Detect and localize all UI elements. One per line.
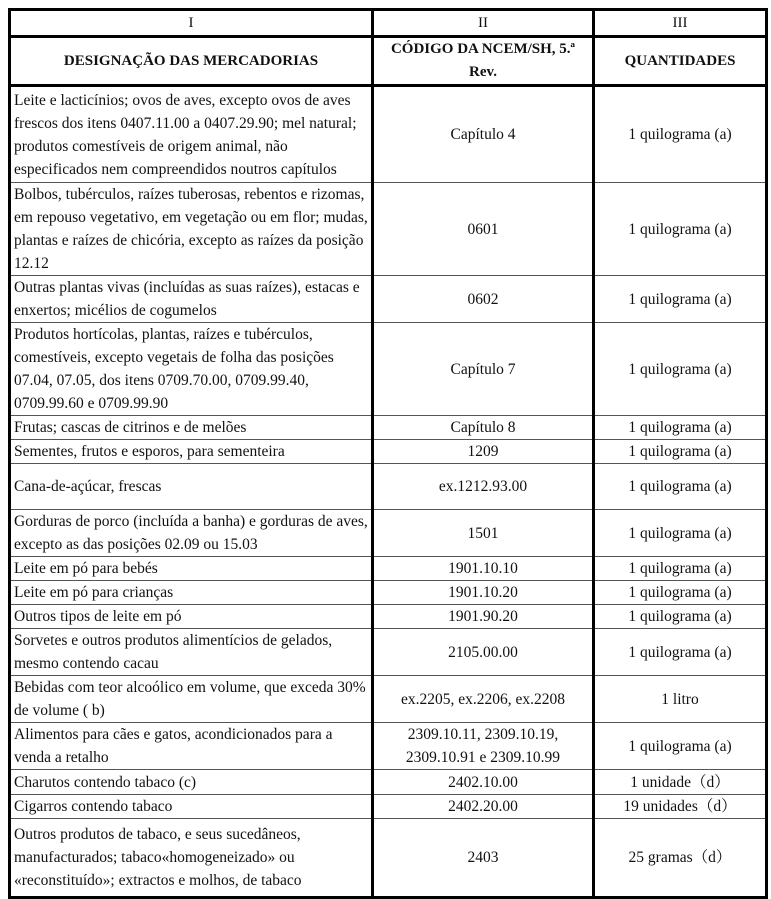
codigo-cell: 0601: [373, 183, 594, 276]
codigo-cell: Capítulo 8: [373, 416, 594, 440]
quantidade-cell: 1 quilograma (a): [594, 581, 767, 605]
designacao-cell: Outras plantas vivas (incluídas as suas raízes), estacas e enxertos; micélios de cogumelos: [10, 276, 373, 323]
table-row: [10, 795, 767, 819]
quantidade-cell: 1 quilograma (a): [594, 183, 767, 276]
designacao-cell: Gorduras de porco (incluída a banha) e gorduras de aves, excepto as das posições 02.09 ou 15.03: [10, 510, 373, 557]
quantidade-cell: 1 quilograma (a): [594, 629, 767, 676]
quantidade-cell: 25 gramas（d）: [594, 819, 767, 898]
codigo-cell: ex.2205, ex.2206, ex.2208: [373, 676, 594, 723]
table-row: [10, 629, 767, 676]
codigo-cell: 2403: [373, 819, 594, 898]
table-row: [10, 323, 767, 416]
codigo-cell: ex.1212.93.00: [373, 464, 594, 510]
table-row: [10, 819, 767, 898]
quantidade-cell: 1 quilograma (a): [594, 605, 767, 629]
column-number-ii: II: [373, 10, 594, 37]
designacao-cell: Frutas; cascas de citrinos e de melões: [10, 416, 373, 440]
codigo-cell: 1901.90.20: [373, 605, 594, 629]
codigo-cell: 2309.10.11, 2309.10.19, 2309.10.91 e 2309.10.99: [373, 723, 594, 770]
designacao-cell: Bolbos, tubérculos, raízes tuberosas, rebentos e rizomas, em repouso vegetativo, em vegetação ou em flor; mudas, plantas e raízes de chicória, excepto as raízes da posição 12.12: [10, 183, 373, 276]
quantidade-cell: 1 quilograma (a): [594, 464, 767, 510]
table-row: [10, 581, 767, 605]
codigo-cell: 2402.10.00: [373, 770, 594, 795]
table-row: [10, 510, 767, 557]
designacao-cell: Sementes, frutos e esporos, para sementeira: [10, 440, 373, 464]
quantidade-cell: 1 quilograma (a): [594, 557, 767, 581]
table-row: [10, 86, 767, 183]
designacao-cell: Sorvetes e outros produtos alimentícios de gelados, mesmo contendo cacau: [10, 629, 373, 676]
table-row: [10, 440, 767, 464]
designacao-cell: Leite em pó para bebés: [10, 557, 373, 581]
table-row: [10, 416, 767, 440]
quantidade-cell: 1 quilograma (a): [594, 416, 767, 440]
quantidade-cell: 1 quilograma (a): [594, 276, 767, 323]
quantidade-cell: 1 litro: [594, 676, 767, 723]
quantidade-cell: 1 quilograma (a): [594, 723, 767, 770]
codigo-cell: 2402.20.00: [373, 795, 594, 819]
designacao-cell: Bebidas com teor alcoólico em volume, que exceda 30% de volume ( b): [10, 676, 373, 723]
codigo-cell: 2105.00.00: [373, 629, 594, 676]
quantidade-cell: 1 quilograma (a): [594, 323, 767, 416]
codigo-cell: 1901.10.20: [373, 581, 594, 605]
designacao-cell: Cana-de-açúcar, frescas: [10, 464, 373, 510]
table-row: [10, 276, 767, 323]
designacao-cell: Produtos hortícolas, plantas, raízes e tubérculos, comestíveis, excepto vegetais de folha das posições 07.04, 07.05, dos itens 0709.70.00, 0709.99.40, 0709.99.60 e 0709.99.90: [10, 323, 373, 416]
column-title-header-row: [10, 37, 767, 86]
quantidade-cell: 1 quilograma (a): [594, 440, 767, 464]
roman-numeral-header-row: [10, 10, 767, 37]
designacao-cell: Charutos contendo tabaco (c): [10, 770, 373, 795]
quantidade-cell: 19 unidades（d）: [594, 795, 767, 819]
header-designacao: DESIGNAÇÃO DAS MERCADORIAS: [10, 37, 373, 86]
designacao-cell: Leite e lacticínios; ovos de aves, excepto ovos de aves frescos dos itens 0407.11.00 a 0407.29.90; mel natural; produtos comestíveis de origem animal, não especificados nem compreendidos noutros capítulos: [10, 86, 373, 183]
codigo-cell: 1901.10.10: [373, 557, 594, 581]
codigo-cell: 1501: [373, 510, 594, 557]
table-row: [10, 723, 767, 770]
codigo-cell: 0602: [373, 276, 594, 323]
header-codigo: CÓDIGO DA NCEM/SH, 5.ª Rev.: [373, 37, 594, 86]
table-row: [10, 464, 767, 510]
designacao-cell: Leite em pó para crianças: [10, 581, 373, 605]
column-number-iii: III: [594, 10, 767, 37]
designacao-cell: Outros tipos de leite em pó: [10, 605, 373, 629]
quantidade-cell: 1 quilograma (a): [594, 510, 767, 557]
header-quantidades: QUANTIDADES: [594, 37, 767, 86]
table-row: [10, 605, 767, 629]
quantidade-cell: 1 quilograma (a): [594, 86, 767, 183]
codigo-cell: Capítulo 7: [373, 323, 594, 416]
designacao-cell: Cigarros contendo tabaco: [10, 795, 373, 819]
designacao-cell: Alimentos para cães e gatos, acondicionados para a venda a retalho: [10, 723, 373, 770]
table-row: [10, 770, 767, 795]
table-body: [10, 86, 767, 898]
goods-table: [8, 8, 768, 899]
codigo-cell: Capítulo 4: [373, 86, 594, 183]
codigo-cell: 1209: [373, 440, 594, 464]
column-number-i: I: [10, 10, 373, 37]
table-row: [10, 676, 767, 723]
designacao-cell: Outros produtos de tabaco, e seus sucedâneos, manufacturados; tabaco«homogeneizado» ou «reconstituído»; extractos e molhos, de tabaco: [10, 819, 373, 898]
table-row: [10, 183, 767, 276]
table-row: [10, 557, 767, 581]
quantidade-cell: 1 unidade（d）: [594, 770, 767, 795]
